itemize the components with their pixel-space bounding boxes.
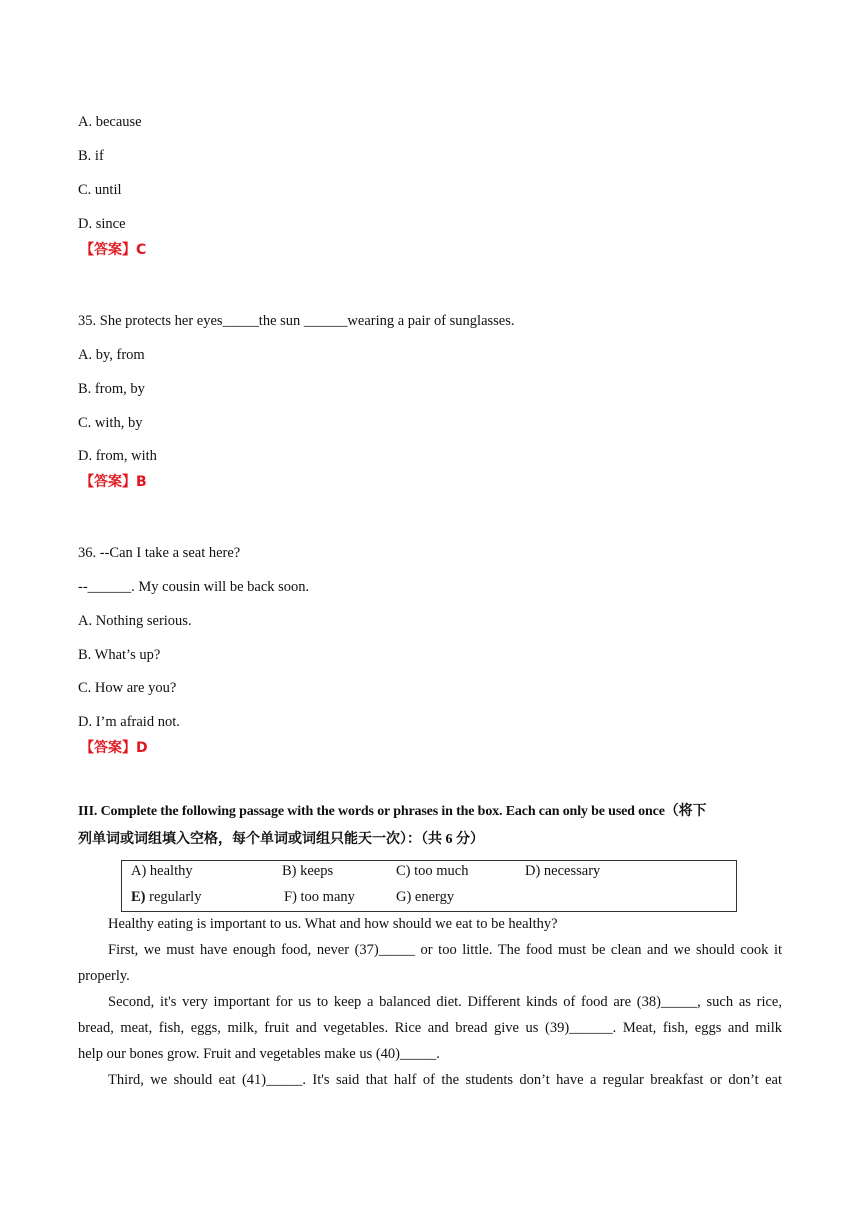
q34-option-b: B. if xyxy=(78,148,104,164)
section-heading-line1: III. Complete the following passage with the words or phrases in the box. Each can only be used once（将下 xyxy=(78,804,707,819)
word-option-g: G) energy xyxy=(396,889,455,905)
word-option-b: B) keeps xyxy=(282,863,334,879)
passage-paragraph-3-line-1: Second, it's very important for us to keep a balanced diet. Different kinds of food are (38)_____, such as rice, xyxy=(108,994,782,1010)
q36-option-d: D. I’m afraid not. xyxy=(78,714,180,730)
word-option-d: D) necessary xyxy=(525,863,601,879)
q35-option-a: A. by, from xyxy=(78,347,145,363)
word-box xyxy=(121,860,737,912)
q35-option-d: D. from, with xyxy=(78,448,157,464)
word-option-f: F) too many xyxy=(284,889,355,905)
q34-option-d: D. since xyxy=(78,216,126,232)
word-option-c: C) too much xyxy=(396,863,469,879)
q34-option-c: C. until xyxy=(78,182,122,198)
passage-paragraph-2-line-2: properly. xyxy=(78,968,130,984)
q35-option-c: C. with, by xyxy=(78,415,143,431)
q36-option-a: A. Nothing serious. xyxy=(78,613,192,629)
q35-option-b: B. from, by xyxy=(78,381,145,397)
q34-answer: 【答案】C xyxy=(80,242,147,258)
q35-answer: 【答案】B xyxy=(80,474,147,490)
passage-paragraph-3-line-3: help our bones grow. Fruit and vegetables make us (40)_____. xyxy=(78,1046,440,1062)
q36-option-c: C. How are you? xyxy=(78,680,177,696)
word-option-a: A) healthy xyxy=(131,863,193,879)
passage-paragraph-1: Healthy eating is important to us. What and how should we eat to be healthy? xyxy=(108,916,558,932)
q36-option-b: B. What’s up? xyxy=(78,647,161,663)
q36-stem: 36. --Can I take a seat here? xyxy=(78,545,241,561)
section-heading-line2: 列单词或词组填入空格，每个单词或词组只能天一次）：（共 6 分） xyxy=(78,832,484,847)
word-option-e-text: regularly xyxy=(145,889,202,905)
q36-reply: --______. My cousin will be back soon. xyxy=(78,579,310,595)
passage-paragraph-4-line-1: Third, we should eat (41)_____. It's said that half of the students don’t have a regular breakfast or don’t eat xyxy=(108,1072,782,1088)
q34-option-a: A. because xyxy=(78,114,142,130)
word-option-e-letter: E) xyxy=(131,889,146,905)
passage-paragraph-2-line-1: First, we must have enough food, never (37)_____ or too little. The food must be clean and we should cook it xyxy=(108,942,782,958)
q35-stem: 35. She protects her eyes_____the sun ______wearing a pair of sunglasses. xyxy=(78,313,515,329)
passage-paragraph-3-line-2: bread, meat, fish, eggs, milk, fruit and vegetables. Rice and bread give us (39)______. Meat, fish, eggs and milk xyxy=(78,1020,782,1036)
q36-answer: 【答案】D xyxy=(80,740,148,756)
word-option-e xyxy=(131,888,201,906)
